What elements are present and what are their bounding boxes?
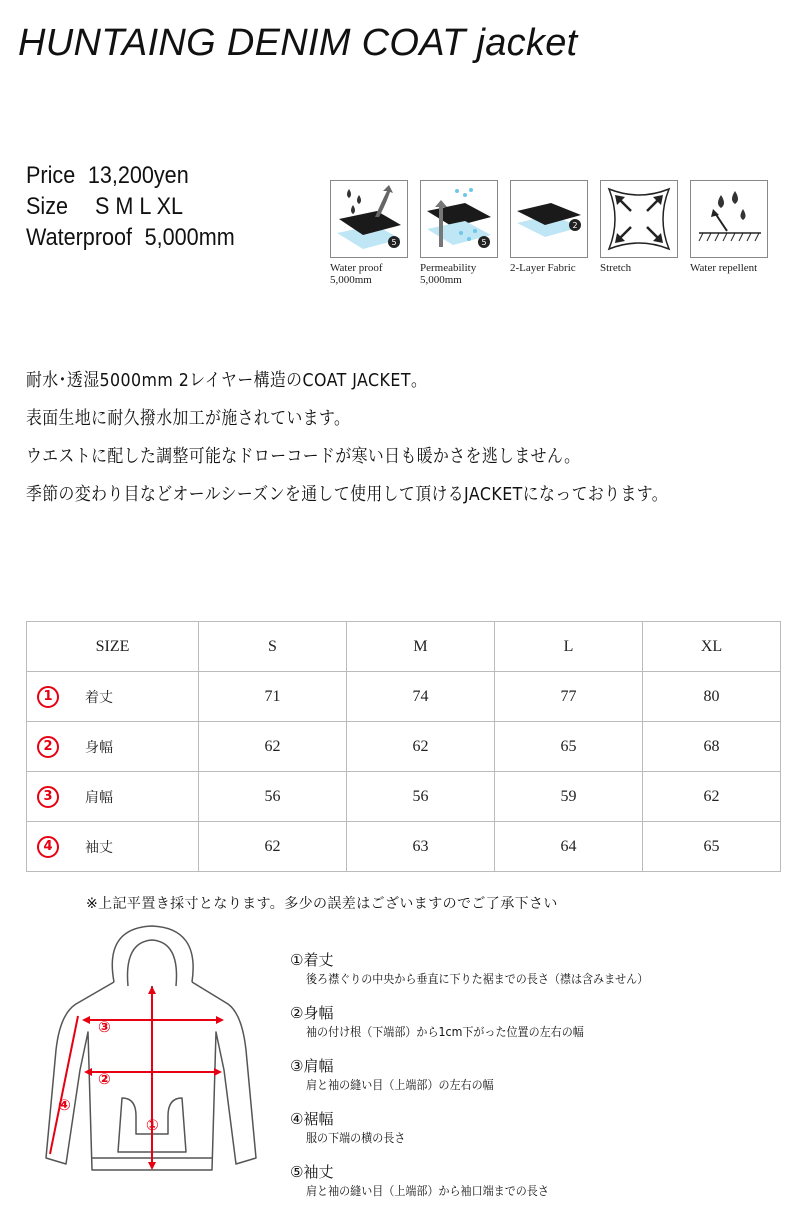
legend-item [290,1003,678,1056]
legend-item [290,1162,678,1215]
table-cell: 56 [199,772,347,822]
table-cell: 77 [495,672,643,722]
spec-value: 5,000mm [144,224,235,251]
table-cell: 68 [643,722,781,772]
feature-water-proof [330,180,410,286]
table-cell: 63 [347,822,495,872]
size-table [26,621,781,872]
spec-size [26,191,235,222]
row-marker: 1 [37,686,59,708]
size-table-header [27,622,781,672]
measurement-legend [290,950,678,1215]
hoodie-diagram [36,920,276,1190]
row-marker: 2 [37,736,59,758]
diagram-marker: ① [146,1116,159,1134]
permeability-icon [421,181,497,257]
feature-label: Stretch [600,262,632,274]
row-name: 袖丈 [85,839,113,856]
spec-waterproof [26,222,235,253]
spec-value: S M L XL [95,193,184,220]
table-cell: 62 [199,822,347,872]
description-line: 表面生地に耐久撥水加工が施されています。 [26,408,351,429]
legend-title: ④裾幅 [290,1110,334,1128]
description-line: 季節の変わり目などオールシーズンを通して使用して頂けるJACKETになっております。 [26,484,669,505]
legend-desc: 肩と袖の縫い目（上端部）から袖口端までの長さ [306,1184,549,1198]
svg-text:5: 5 [391,238,397,247]
feature-sublabel: 5,000mm [330,274,372,286]
header-cell: XL [643,622,781,672]
legend-desc: 服の下端の横の長さ [306,1131,406,1145]
legend-desc: 袖の付け根（下端部）から1cm下がった位置の左右の幅 [306,1025,584,1039]
row-name: 身幅 [85,739,113,756]
spec-list [26,160,258,253]
header-cell: M [347,622,495,672]
legend-title: ①着丈 [290,951,334,969]
header-cell: S [199,622,347,672]
table-row [27,672,781,722]
feature-stretch [600,180,680,274]
feature-water-repellent [690,180,770,274]
table-cell: 74 [347,672,495,722]
feature-two-layer-fabric [510,180,590,274]
row-marker: 4 [37,836,59,858]
svg-text:5: 5 [481,238,487,247]
diagram-marker: ③ [98,1018,111,1036]
row-name: 肩幅 [85,789,113,806]
product-title: HUNTAING DENIM COAT jacket [18,22,578,64]
header-cell: SIZE [27,622,199,672]
row-name: 着丈 [85,689,113,706]
table-cell: 80 [643,672,781,722]
table-cell: 62 [643,772,781,822]
feature-sublabel: 5,000mm [420,274,462,286]
stretch-icon [601,181,677,257]
table-cell: 71 [199,672,347,722]
table-row [27,772,781,822]
table-cell: 59 [495,772,643,822]
feature-label: Water repellent [690,262,758,274]
feature-label: Permeability [420,262,477,274]
table-cell: 62 [347,722,495,772]
spec-value: 13,200yen [87,162,189,189]
table-row [27,822,781,872]
spec-label: Price [26,162,76,189]
legend-desc: 後ろ襟ぐりの中央から垂直に下りた裾までの長さ（襟は含みません） [306,972,649,986]
description-line: 耐水･透湿5000mm 2レイヤー構造のCOAT JACKET。 [26,370,428,391]
description-line: ウエストに配した調整可能なドローコードが寒い日も暖かさを逃しません。 [26,446,581,467]
diagram-marker: ② [98,1070,111,1088]
product-description [26,362,756,514]
table-row [27,722,781,772]
table-cell: 62 [199,722,347,772]
svg-text:2: 2 [572,221,578,230]
two-layer-fabric-icon [511,181,587,257]
feature-permeability [420,180,500,286]
row-marker: 3 [37,786,59,808]
legend-title: ⑤袖丈 [290,1163,334,1181]
water-repellent-icon [691,181,767,257]
legend-item [290,950,678,1003]
measurement-note: ※上記平置き採寸となります。多少の誤差はございますのでご了承下さい [86,896,558,912]
diagram-marker: ④ [58,1096,71,1114]
table-cell: 65 [495,722,643,772]
legend-title: ③肩幅 [290,1057,334,1075]
table-cell: 56 [347,772,495,822]
spec-label: Size [26,193,69,220]
legend-title: ②身幅 [290,1004,334,1022]
spec-label: Waterproof [26,224,133,251]
spec-price [26,160,235,191]
legend-item [290,1109,678,1162]
legend-item [290,1056,678,1109]
feature-label: Water proof [330,262,383,274]
feature-label: 2-Layer Fabric [510,262,576,274]
table-cell: 65 [643,822,781,872]
legend-desc: 肩と袖の縫い目（上端部）の左右の幅 [306,1078,494,1092]
water-proof-icon [331,181,407,257]
header-cell: L [495,622,643,672]
table-cell: 64 [495,822,643,872]
